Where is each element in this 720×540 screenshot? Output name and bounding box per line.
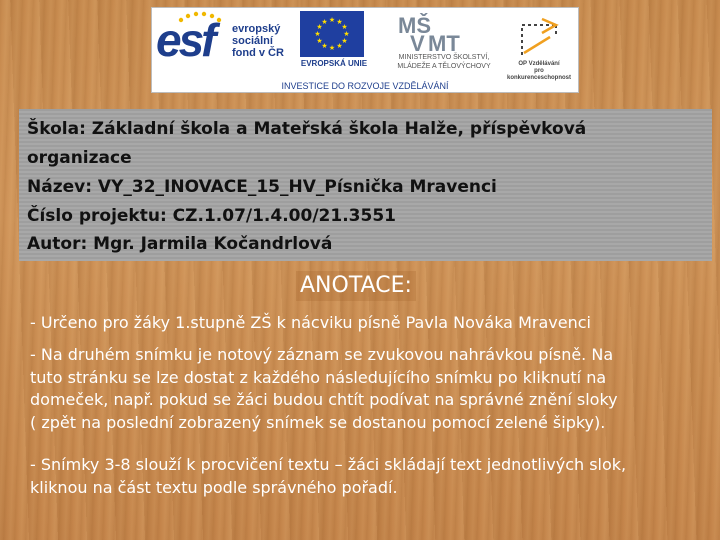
paragraph-line: - Snímky 3-8 slouží k procvičení textu – žáci skládají text jednotlivých slok, [30, 455, 627, 474]
title-line: Název: VY_32_INOVACE_15_HV_Písnička Mravenci [27, 177, 497, 197]
esf-mark: esf [156, 14, 214, 66]
svg-text:V: V [410, 31, 425, 53]
opvk-text-line: pro konkurenceschopnost [506, 68, 571, 81]
esf-logo [154, 11, 296, 73]
eu-stars-icon [300, 11, 364, 57]
esf-text-line: evropský [232, 23, 281, 35]
svg-text:★: ★ [328, 16, 336, 24]
opvk-text [502, 61, 576, 82]
paragraph-line: - Na druhém snímku je notový záznam se zvukovou nahrávkou písně. Na [30, 345, 614, 364]
msmt-text-line: MLÁDEŽE A TĚLOVÝCHOVY [397, 63, 491, 70]
paragraph-line: kliknou na část textu podle správného pořadí. [30, 477, 398, 497]
msmt-text [378, 53, 510, 71]
svg-text:★: ★ [341, 37, 348, 45]
eu-flag [300, 11, 364, 57]
annotation-paragraph [30, 312, 710, 335]
opvk-logo [502, 11, 576, 81]
svg-text:★: ★ [341, 23, 348, 31]
svg-text:★: ★ [336, 18, 343, 26]
annotation-paragraph [30, 454, 710, 499]
paragraph-line: tuto stránku se lze dostat z každého následujícího snímku po kliknutí na [30, 367, 607, 387]
svg-text:★: ★ [336, 42, 343, 50]
svg-text:★: ★ [343, 30, 350, 38]
investice-tagline: INVESTICE DO ROZVOJE VZDĚLÁVÁNÍ [281, 81, 449, 91]
opvk-mark-icon [502, 11, 576, 61]
eu-label: EVROPSKÁ UNIE [300, 59, 368, 68]
svg-text:★: ★ [314, 30, 321, 38]
svg-text:★: ★ [321, 18, 328, 26]
school-line: Škola: Základní škola a Mateřská škola Halže, příspěvková [27, 119, 587, 139]
esf-text [232, 23, 284, 59]
school-line-cont: organizace [27, 148, 132, 168]
logo-banner [151, 7, 579, 93]
annotation-paragraph [30, 344, 710, 434]
anotace-heading: ANOTACE: [296, 271, 416, 301]
msmt-text-line: MINISTERSTVO ŠKOLSTVÍ, [398, 54, 490, 61]
paragraph-line: ( zpět na poslední zobrazený snímek se dostanou pomocí zelené šipky). [30, 412, 606, 432]
paragraph-line: - Určeno pro žáky 1.stupně ZŠ k nácviku písně Pavla Nováka Mravenci [30, 313, 591, 332]
svg-text:MŠ: MŠ [398, 13, 431, 38]
svg-text:MT: MT [428, 31, 460, 53]
author-line: Autor: Mgr. Jarmila Kočandrlová [27, 234, 333, 254]
svg-text:★: ★ [316, 37, 323, 45]
project-number-line: Číslo projektu: CZ.1.07/1.4.00/21.3551 [27, 206, 396, 226]
esf-text-line: sociální [232, 35, 273, 47]
school-info-box [19, 109, 712, 261]
opvk-text-line: OP Vzdělávání [518, 61, 560, 67]
svg-text:★: ★ [316, 23, 323, 31]
svg-text:★: ★ [328, 44, 336, 52]
svg-text:★: ★ [321, 42, 328, 50]
paragraph-line: domeček, např. pokud se žáci budou chtít podívat na správné znění sloky [30, 390, 618, 409]
msmt-logo [378, 11, 491, 77]
esf-text-line: fond v ČR [232, 47, 284, 59]
msmt-monogram-icon [398, 13, 470, 53]
